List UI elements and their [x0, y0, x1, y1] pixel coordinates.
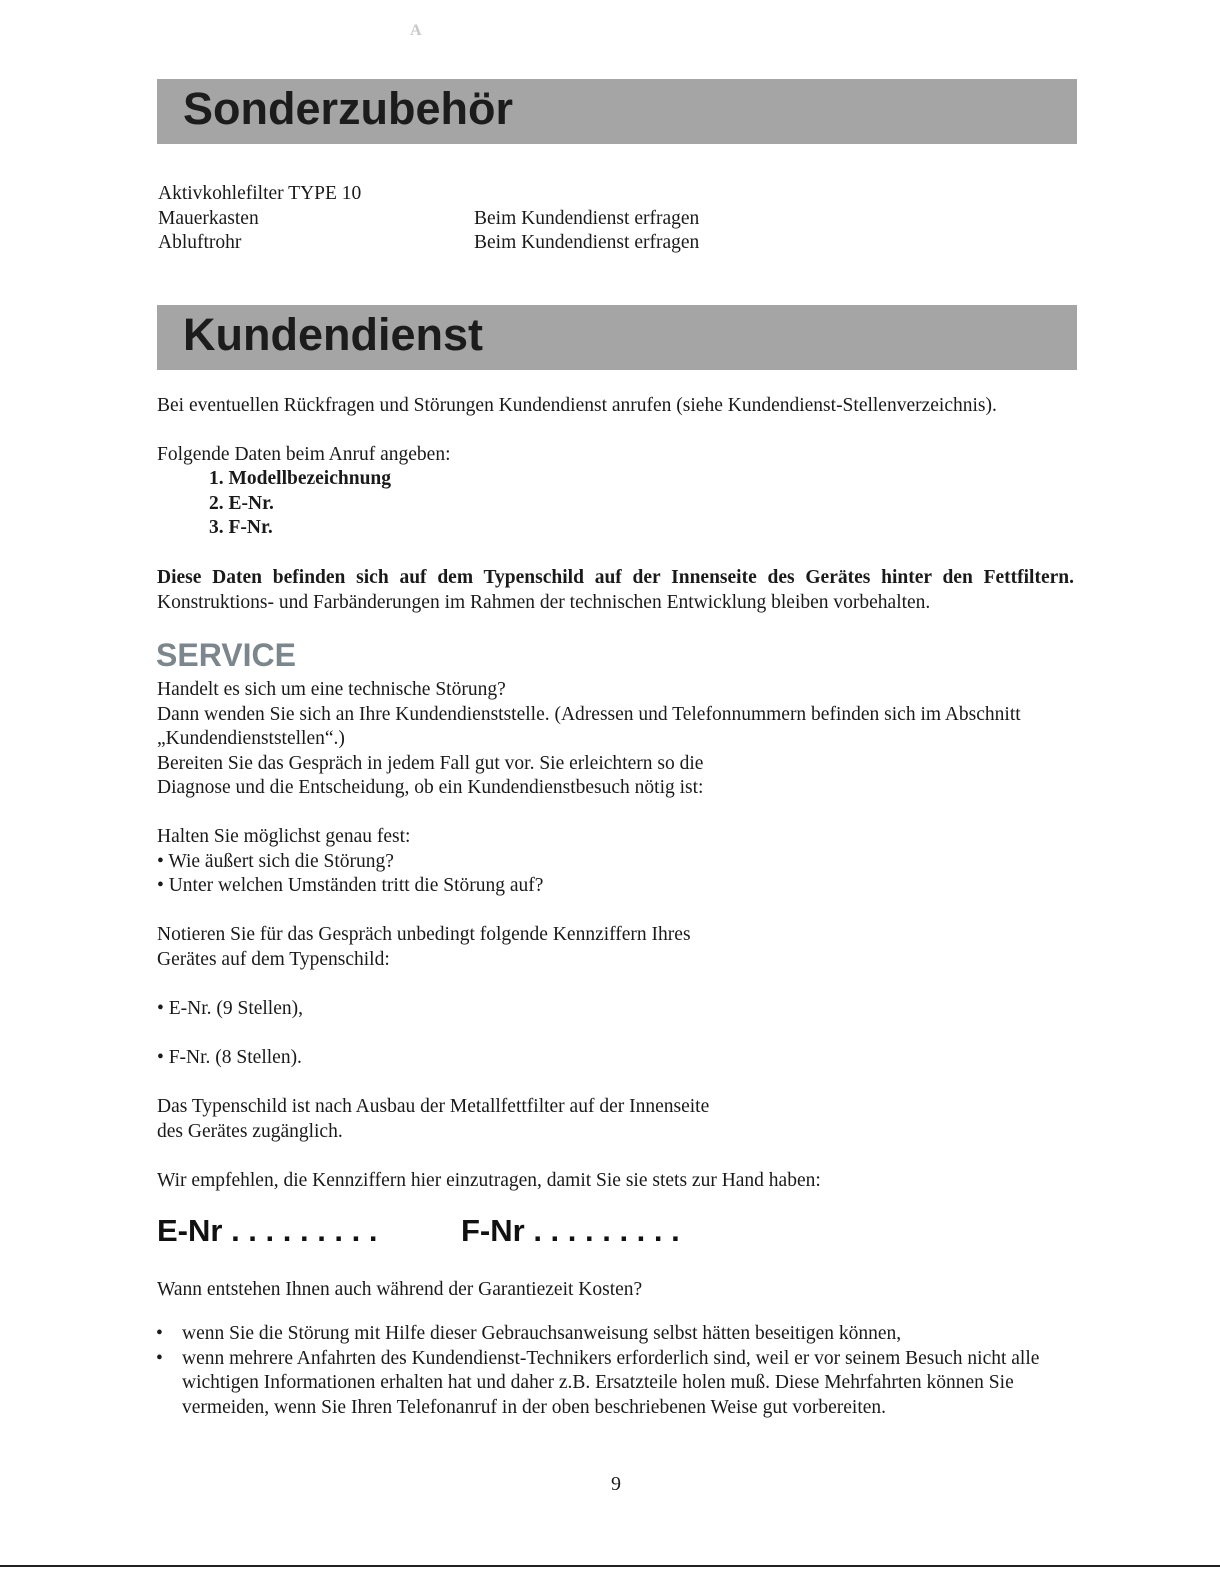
list-item-text: wenn Sie die Störung mit Hilfe dieser Gebrauchsanweisung selbst hätten beseitigen können,	[182, 1323, 902, 1344]
paragraph-line: Diagnose und die Entscheidung, ob ein Kundendienstbesuch nötig ist:	[157, 777, 704, 798]
data-lead: Folgende Daten beim Anruf angeben:	[157, 444, 451, 465]
cost-bullet-list	[156, 1322, 1066, 1420]
fnr-entry-field: F-Nr . . . . . . . . .	[461, 1213, 680, 1248]
paragraph-line: des Gerätes zugänglich.	[157, 1121, 343, 1142]
service-intro: Bei eventuellen Rückfragen und Störungen Kundendienst anrufen (siehe Kundendienst-Stellenverzeichnis).	[157, 395, 997, 416]
header-mark: A	[410, 22, 422, 39]
accessory-name: Mauerkasten	[158, 207, 259, 229]
reservation-note: Konstruktions- und Farbänderungen im Rahmen der technischen Entwicklung bleiben vorbehalten.	[157, 592, 931, 613]
paragraph-line: Notieren Sie für das Gespräch unbedingt folgende Kennziffern Ihres	[157, 924, 691, 945]
enr-note: • E-Nr. (9 Stellen),	[157, 998, 304, 1019]
section-title-service-dept: Kundendienst	[183, 309, 483, 360]
section-title-accessories: Sonderzubehör	[183, 83, 514, 134]
section-header-service-dept	[157, 305, 1077, 370]
paragraph-line: Dann wenden Sie sich an Ihre Kundendienststelle. (Adressen und Telefonnummern befinden sich im Abschnitt	[157, 704, 1021, 725]
list-item-text: wenn mehrere Anfahrten des Kundendienst-Technikers erforderlich sind, weil er vor seinem Besuch nicht alle wichtigen Informationen erhalten hat und daher z.B. Ersatzteile holen muß. Diese Mehrfahrten können Sie vermeiden, wenn Sie Ihren Telefonanruf in der oben beschriebenen Weise gut vorbereiten.	[182, 1347, 1040, 1418]
page-number: 9	[611, 1473, 621, 1495]
costs-question: Wann entstehen Ihnen auch während der Garantiezeit Kosten?	[157, 1279, 643, 1300]
bullet-line: • Wie äußert sich die Störung?	[157, 851, 394, 872]
paragraph-line: Das Typenschild ist nach Ausbau der Metallfettfilter auf der Innenseite	[157, 1096, 710, 1117]
accessory-note: Beim Kundendienst erfragen	[474, 232, 700, 253]
paragraph-line: Handelt es sich um eine technische Störung?	[157, 679, 506, 700]
bottom-rule	[0, 1565, 1220, 1567]
list-item: 2. E-Nr.	[209, 492, 274, 514]
list-item	[156, 1347, 1066, 1421]
paragraph-line: „Kundendienststellen“.)	[157, 728, 345, 749]
list-item: 3. F-Nr.	[209, 517, 273, 538]
service-heading: SERVICE	[156, 637, 296, 673]
paragraph-line: Halten Sie möglichst genau fest:	[157, 826, 411, 847]
enr-entry-field: E-Nr . . . . . . . . .	[157, 1213, 378, 1248]
bullet-icon: •	[156, 1347, 163, 1369]
fnr-note: • F-Nr. (8 Stellen).	[157, 1047, 302, 1068]
list-item	[156, 1322, 1066, 1347]
paragraph-line: Wir empfehlen, die Kennziffern hier einzutragen, damit Sie sie stets zur Hand haben:	[157, 1170, 821, 1191]
bullet-line: • Unter welchen Umständen tritt die Störung auf?	[157, 875, 544, 896]
accessory-name: Abluftrohr	[158, 232, 242, 253]
accessory-note: Beim Kundendienst erfragen	[474, 207, 700, 229]
paragraph-line: Bereiten Sie das Gespräch in jedem Fall gut vor. Sie erleichtern so die	[157, 753, 704, 774]
accessory-name: Aktivkohlefilter TYPE 10	[158, 183, 362, 204]
section-header-accessories	[157, 79, 1077, 144]
bullet-icon: •	[156, 1323, 163, 1344]
paragraph-line: Gerätes auf dem Typenschild:	[157, 949, 390, 970]
data-location-note: Diese Daten befinden sich auf dem Typenschild auf der Innenseite des Gerätes hinter den Fettfiltern.	[157, 567, 1074, 588]
required-data-list	[209, 467, 391, 541]
list-item: 1. Modellbezeichnung	[209, 468, 392, 489]
